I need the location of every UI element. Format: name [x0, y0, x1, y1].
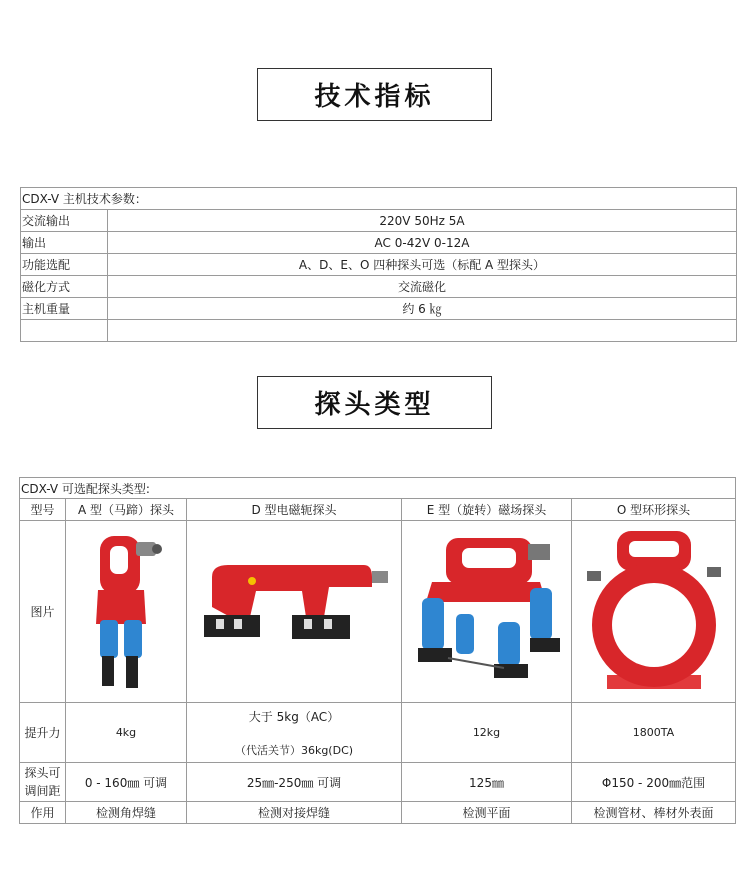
row-label: 图片: [20, 521, 66, 703]
row-label-line1: 探头可: [24, 766, 61, 780]
row-label-line2: 调间距: [24, 784, 61, 798]
image-cell: [402, 521, 572, 703]
header-cell: A 型（马蹄）探头: [66, 499, 187, 521]
distance-d: 25㎜-250㎜ 可调: [187, 763, 402, 802]
distance-a: 0 - 160㎜ 可调: [66, 763, 187, 802]
spec-value: A、D、E、O 四种探头可选（标配 A 型探头）: [108, 254, 737, 276]
probe-table-caption: CDX-V 可选配探头类型:: [20, 478, 736, 499]
spec-label: 交流输出: [21, 210, 108, 232]
host-spec-table: [20, 187, 737, 342]
lift-d-line1: 大于 5kg（AC）: [248, 709, 340, 724]
row-label: 提升力: [20, 703, 66, 763]
image-cell: [66, 521, 187, 703]
spec-label: 输出: [21, 232, 108, 254]
image-cell: [187, 521, 402, 703]
spec-label: 功能选配: [21, 254, 108, 276]
table-row-distance: [20, 763, 736, 802]
horseshoe-probe-image: [86, 532, 166, 692]
lift-a: 4kg: [66, 703, 187, 763]
header-cell: 型号: [20, 499, 66, 521]
distance-e: 125㎜: [402, 763, 572, 802]
spec-value: [108, 320, 737, 342]
lift-e: 12kg: [402, 703, 572, 763]
table-row: [21, 276, 737, 298]
section-title-probe-types: 探头类型: [257, 376, 492, 429]
spec-table-caption: CDX-V 主机技术参数：: [21, 188, 737, 210]
spec-value: 220V 50Hz 5A: [108, 210, 737, 232]
spec-label: 磁化方式: [21, 276, 108, 298]
probe-type-table: [19, 477, 736, 824]
table-row-usage: [20, 802, 736, 824]
lift-d-line2: （代活关节）36kg(DC): [234, 743, 354, 757]
table-row: [21, 320, 737, 342]
ring-probe-image: [579, 527, 729, 697]
lift-o: 1800TA: [572, 703, 736, 763]
section-title-tech-specs: 技术指标: [257, 68, 492, 121]
distance-o: Φ150 - 200㎜范围: [572, 763, 736, 802]
table-row: [21, 254, 737, 276]
electromagnetic-yoke-probe-image: [194, 557, 394, 667]
table-row-lift-force: [20, 703, 736, 763]
table-header-row: [20, 499, 736, 521]
usage-a: 检测角焊缝: [66, 802, 187, 824]
table-row: [21, 210, 737, 232]
spec-value: AC 0-42V 0-12A: [108, 232, 737, 254]
usage-o: 检测管材、棒材外表面: [572, 802, 736, 824]
header-cell: E 型（旋转）磁场探头: [402, 499, 572, 521]
lift-d: [187, 703, 402, 763]
usage-e: 检测平面: [402, 802, 572, 824]
spec-label: 主机重量: [21, 298, 108, 320]
rotating-field-probe-image: [412, 532, 562, 692]
spec-value: 交流磁化: [108, 276, 737, 298]
table-row-images: [20, 521, 736, 703]
table-row: [21, 298, 737, 320]
spec-value: 约 6 ㎏: [108, 298, 737, 320]
image-cell: [572, 521, 736, 703]
table-row: [21, 232, 737, 254]
row-label: [20, 763, 66, 802]
header-cell: D 型电磁轭探头: [187, 499, 402, 521]
usage-d: 检测对接焊缝: [187, 802, 402, 824]
row-label: 作用: [20, 802, 66, 824]
spec-label: [21, 320, 108, 342]
header-cell: O 型环形探头: [572, 499, 736, 521]
